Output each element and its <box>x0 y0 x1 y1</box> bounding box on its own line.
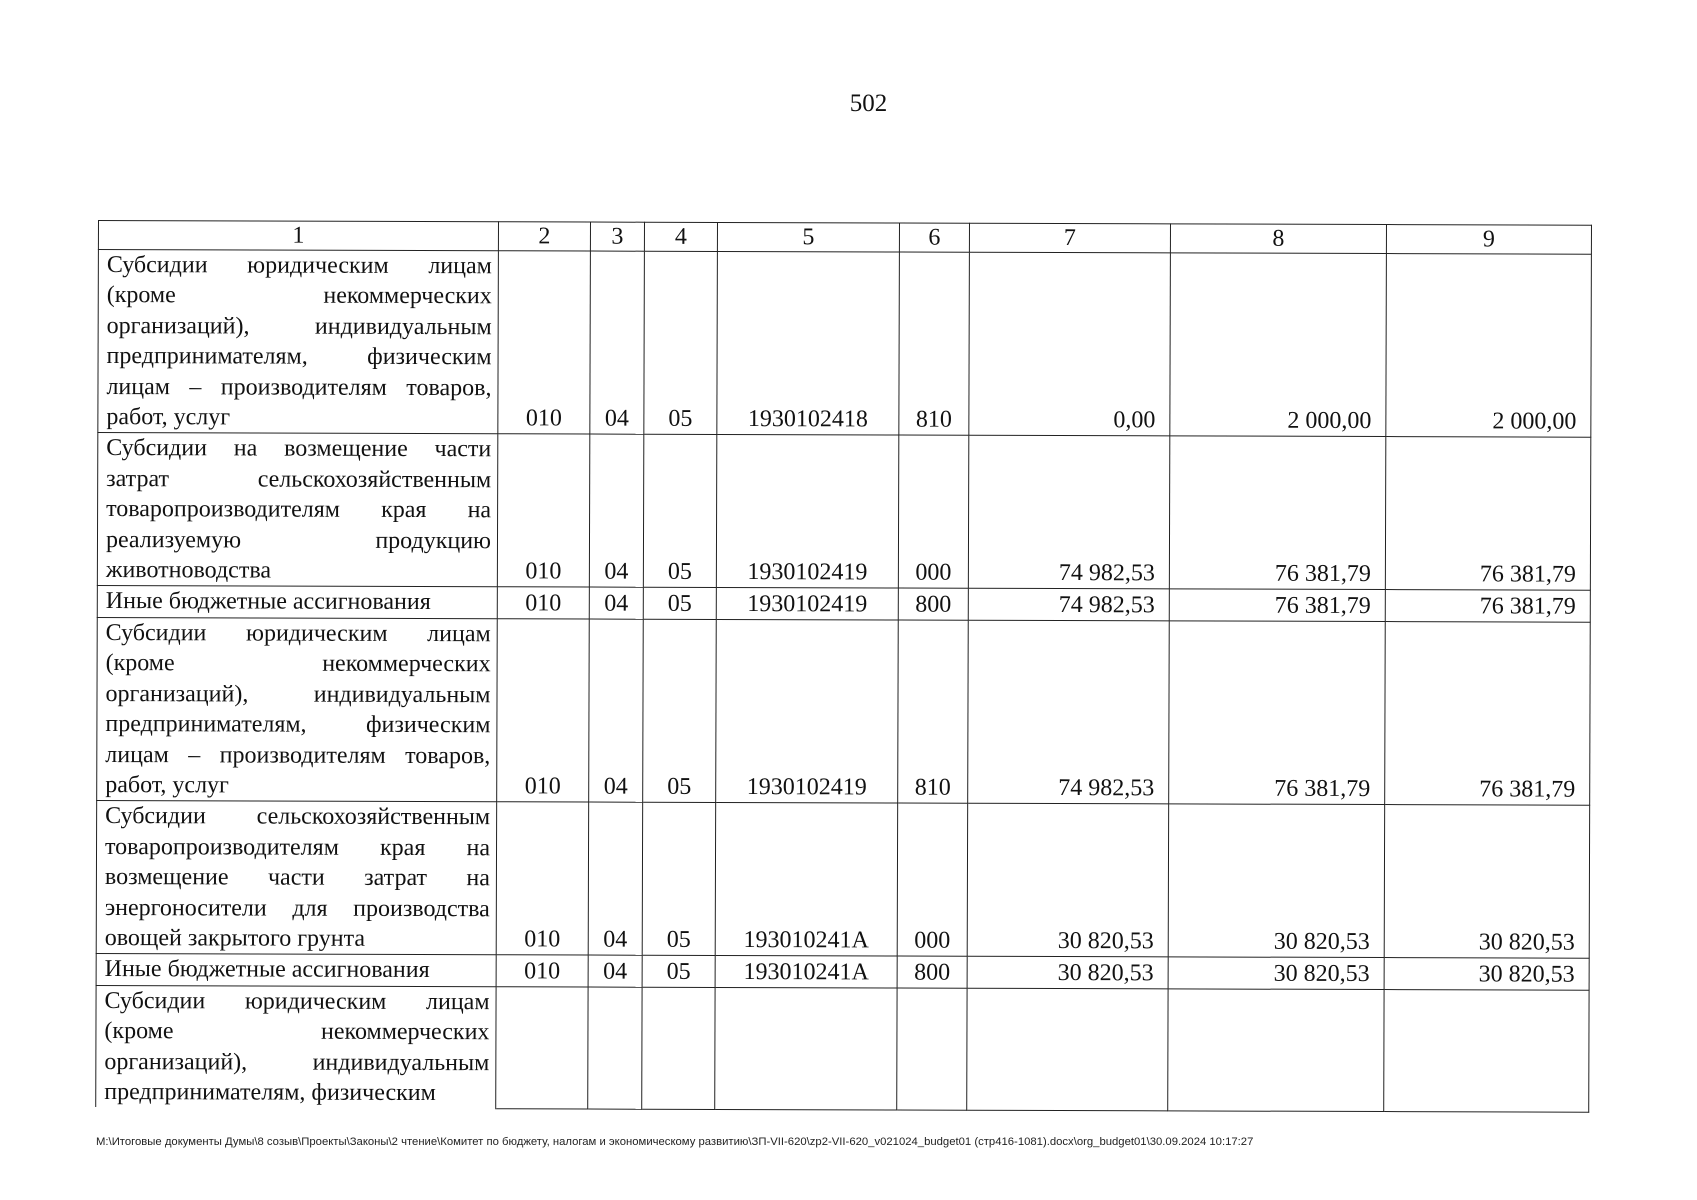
cell-amount-col9 <box>1384 989 1589 1112</box>
table-row <box>97 433 1590 591</box>
table-row <box>98 250 1592 438</box>
cell-subsection-code: 05 <box>642 956 715 988</box>
cell-section-code: 04 <box>590 251 645 435</box>
table-row <box>97 586 1590 622</box>
row-description: Субсидии на возмещение части затрат сельскохозяйственным товаропроизводителям края на реализуемую продукцию животноводства <box>97 433 497 587</box>
table-header-row <box>98 221 1591 255</box>
row-description: Иные бюджетные ассигнования <box>96 954 496 987</box>
cell-amount-col7: 74 982,53 <box>968 589 1169 621</box>
cell-amount-col9: 76 381,79 <box>1385 437 1590 591</box>
cell-subsection-code <box>642 987 715 1109</box>
cell-amount-col9: 30 820,53 <box>1384 958 1589 990</box>
cell-section-code: 04 <box>588 802 642 955</box>
cell-amount-col8: 30 820,53 <box>1168 804 1384 958</box>
cell-amount-col8: 76 381,79 <box>1169 621 1386 805</box>
table-row <box>96 985 1589 1112</box>
header-cell-9: 9 <box>1386 225 1591 255</box>
cell-amount-col7: 74 982,53 <box>968 436 1169 590</box>
header-cell-8: 8 <box>1170 224 1386 254</box>
cell-amount-col7: 30 820,53 <box>967 957 1168 989</box>
cell-amount-col8: 76 381,79 <box>1169 589 1385 621</box>
cell-target-article <box>715 987 897 1110</box>
cell-section-code: 04 <box>589 434 643 587</box>
cell-amount-col9: 30 820,53 <box>1384 805 1589 959</box>
row-description: Субсидии сельскохозяйственным товаропроизводителям края на возмещение части затрат на энергоносители для производства овощей закрытого грунта <box>96 801 496 955</box>
header-cell-3: 3 <box>590 222 644 251</box>
cell-expense-type <box>897 988 967 1110</box>
cell-amount-col9: 76 381,79 <box>1385 621 1591 805</box>
cell-target-article: 1930102418 <box>717 251 900 435</box>
cell-ministry-code: 010 <box>498 251 591 435</box>
cell-amount-col9: 76 381,79 <box>1385 590 1590 622</box>
row-description: Субсидии юридическим лицам (кроме некоммерческих организаций), индивидуальным предпринимателям, физическим лицам – производителям товаров, работ, услуг <box>98 250 499 435</box>
cell-ministry-code: 010 <box>497 587 589 619</box>
cell-section-code: 04 <box>589 619 644 803</box>
page-number: 502 <box>849 90 888 117</box>
header-cell-4: 4 <box>644 222 717 251</box>
header-cell-5: 5 <box>717 222 899 252</box>
cell-ministry-code: 010 <box>496 802 588 955</box>
cell-target-article: 1930102419 <box>716 619 899 803</box>
cell-expense-type: 810 <box>899 252 970 436</box>
cell-expense-type: 810 <box>898 620 969 804</box>
cell-amount-col8: 76 381,79 <box>1169 436 1385 590</box>
header-cell-7: 7 <box>969 223 1170 253</box>
footer-file-path: M:\Итоговые документы Думы\8 созыв\Проекты\Законы\2 чтение\Комитет по бюджету, налогам и экономическому развитию\ЗП-VII-620\zp2-VII-620_v021024_budget01 (стр416-1081).docx\org_budget01\30.09.2024 10:17:27 <box>96 1136 1254 1148</box>
cell-amount-col7 <box>967 988 1168 1111</box>
cell-section-code: 04 <box>588 955 642 987</box>
cell-amount-col7: 30 820,53 <box>967 804 1168 958</box>
cell-subsection-code: 05 <box>643 588 716 620</box>
cell-subsection-code: 05 <box>644 251 718 435</box>
table-row <box>96 954 1589 990</box>
cell-amount-col8: 2 000,00 <box>1170 253 1387 437</box>
cell-ministry-code: 010 <box>497 434 589 587</box>
cell-ministry-code <box>496 987 588 1109</box>
header-cell-1: 1 <box>98 221 498 251</box>
cell-expense-type: 000 <box>897 803 967 956</box>
table-row <box>96 801 1589 959</box>
header-cell-2: 2 <box>498 222 590 251</box>
cell-subsection-code: 05 <box>642 803 715 956</box>
cell-amount-col8 <box>1168 989 1384 1112</box>
row-description: Субсидии юридическим лицам (кроме некоммерческих организаций), индивидуальным предпринимателям, физическим лицам – производителям товаров, работ, услуг <box>97 617 498 802</box>
cell-target-article: 1930102419 <box>716 435 898 589</box>
cell-expense-type: 800 <box>898 588 968 620</box>
cell-amount-col7: 74 982,53 <box>968 620 1170 804</box>
budget-table <box>95 220 1592 1113</box>
row-description: Иные бюджетные ассигнования <box>97 586 497 619</box>
cell-subsection-code: 05 <box>643 435 716 588</box>
cell-target-article: 193010241А <box>715 803 897 957</box>
cell-section-code: 04 <box>589 588 643 620</box>
cell-ministry-code: 010 <box>497 619 590 803</box>
row-description: Субсидии юридическим лицам (кроме некоммерческих организаций), индивидуальным предпринимателям, физическим <box>96 985 496 1108</box>
table-row <box>97 617 1591 805</box>
cell-subsection-code: 05 <box>643 619 717 803</box>
cell-amount-col8: 30 820,53 <box>1168 957 1384 989</box>
cell-expense-type: 000 <box>898 435 968 588</box>
cell-target-article: 193010241А <box>715 956 897 988</box>
cell-expense-type: 800 <box>897 956 967 988</box>
cell-target-article: 1930102419 <box>716 588 898 620</box>
cell-amount-col7: 0,00 <box>969 252 1171 436</box>
cell-amount-col9: 2 000,00 <box>1386 254 1592 438</box>
cell-ministry-code: 010 <box>496 955 588 987</box>
header-cell-6: 6 <box>899 223 969 252</box>
cell-section-code <box>588 987 642 1109</box>
